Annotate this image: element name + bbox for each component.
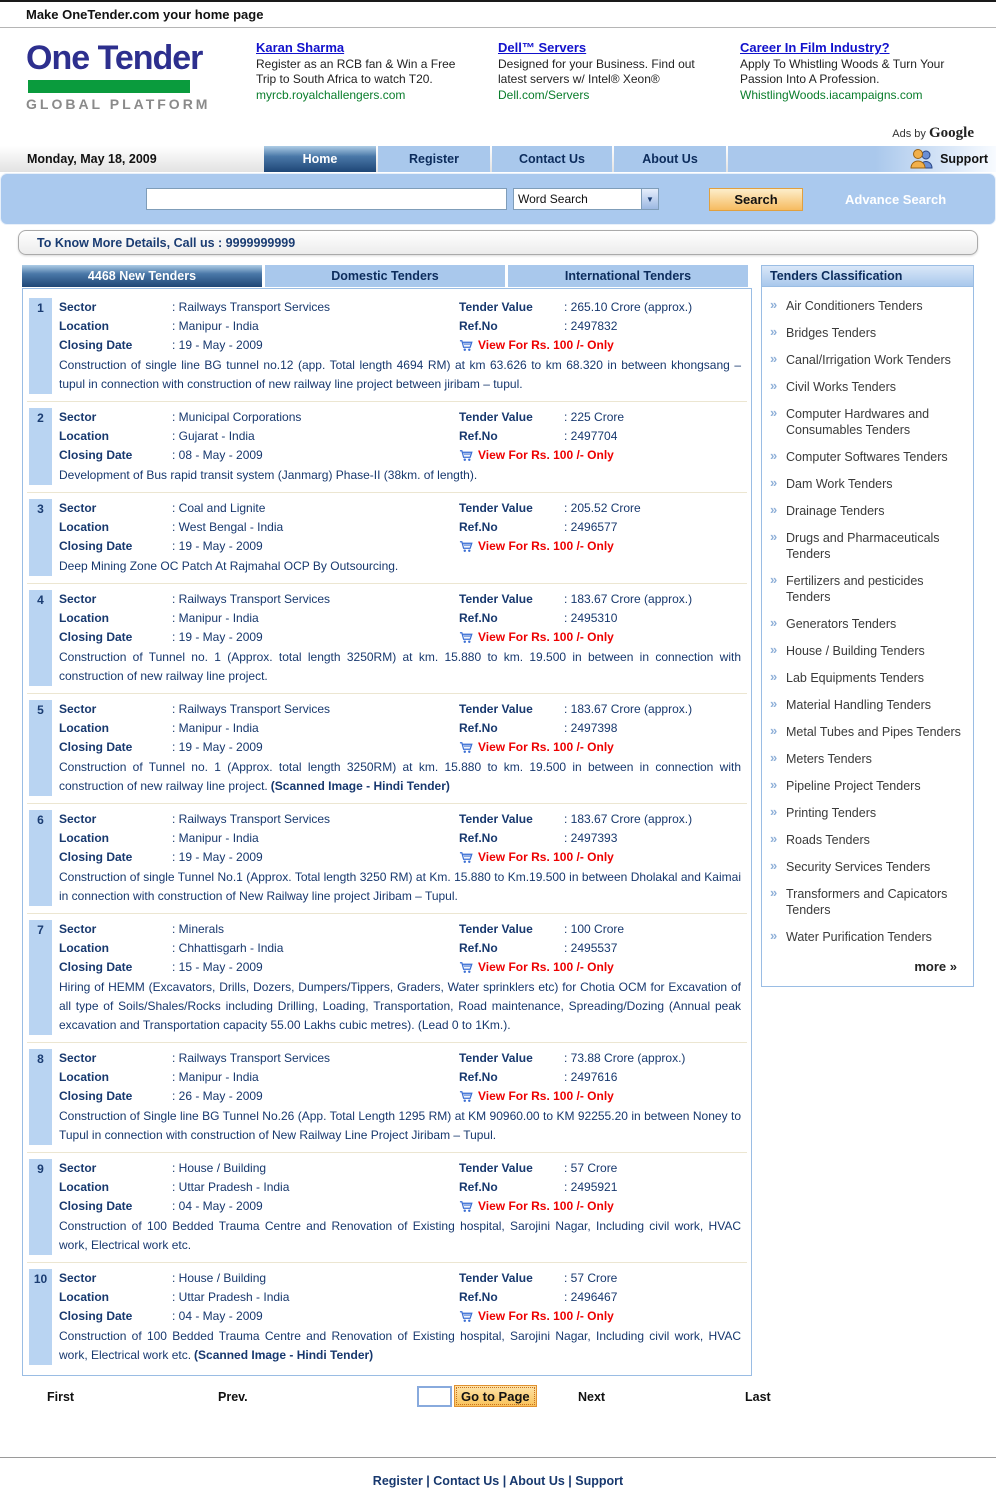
tender-number: 9	[29, 1159, 52, 1255]
goto-page-button[interactable]: Go to Page	[454, 1385, 537, 1407]
cart-icon[interactable]	[459, 961, 473, 974]
ref-no-label: Ref.No	[459, 1180, 498, 1194]
double-chevron-icon: »	[770, 297, 778, 312]
view-for-rs100-link[interactable]: View For Rs. 100 /- Only	[478, 539, 614, 553]
footer-register-link[interactable]: Register |	[373, 1474, 433, 1488]
tender-description: Construction of Single line BG Tunnel No.26 (App. Total Length 1295 RM) at KM 90960.00 to KM 92255.20 in between Noney to Tupul in connection with construction of New Railway Line Project Jiribam – Tupul.	[59, 1109, 741, 1142]
ref-no-value: : 2495310	[564, 609, 741, 628]
logo-green-bar	[28, 80, 190, 93]
location-value: : Uttar Pradesh - India	[172, 1178, 459, 1197]
ref-no-label: Ref.No	[459, 611, 498, 625]
sector-value: : Railways Transport Services	[172, 298, 459, 317]
sidebar-category-link[interactable]	[768, 611, 967, 638]
pagination-first-link[interactable]: First	[47, 1390, 75, 1404]
tender-value: : 57 Crore	[564, 1269, 741, 1288]
cart-icon[interactable]	[459, 1310, 473, 1323]
tab-international-tenders[interactable]: International Tenders	[508, 265, 748, 287]
tender-value-label: Tender Value	[459, 922, 533, 936]
closing-date-label: Closing Date	[59, 740, 133, 754]
sidebar-category-label: Security Services Tenders	[786, 860, 931, 874]
sidebar-category-link[interactable]	[768, 293, 967, 320]
footer-support-link[interactable]: Support	[575, 1474, 624, 1488]
support-people-icon	[909, 148, 935, 170]
ref-no-value: : 2496467	[564, 1288, 741, 1307]
sidebar-category-link[interactable]	[768, 471, 967, 498]
nav-tab-contact-us[interactable]: Contact Us	[492, 146, 612, 172]
ad-title-link[interactable]: Career In Film Industry?	[740, 40, 890, 55]
closing-date-label: Closing Date	[59, 1089, 133, 1103]
view-for-rs100-link[interactable]: View For Rs. 100 /- Only	[478, 960, 614, 974]
content-area	[0, 255, 996, 1412]
advance-search-link[interactable]: Advance Search	[845, 191, 947, 207]
pagination-prev-link[interactable]: Prev.	[218, 1390, 248, 1404]
support-link[interactable]: Support	[940, 152, 988, 166]
double-chevron-icon: »	[770, 615, 778, 630]
sidebar-category-link[interactable]	[768, 827, 967, 854]
sidebar-category-label: Civil Works Tenders	[786, 380, 896, 394]
sector-value: : House / Building	[172, 1159, 459, 1178]
double-chevron-icon: »	[770, 642, 778, 657]
view-for-rs100-link[interactable]: View For Rs. 100 /- Only	[478, 338, 614, 352]
ref-no-label: Ref.No	[459, 319, 498, 333]
cart-icon[interactable]	[459, 631, 473, 644]
closing-date-label: Closing Date	[59, 539, 133, 553]
tender-description: Construction of 100 Bedded Trauma Centre and Renovation of Existing hospital, Sarojini Nagar, Including civil work, HVAC work, Electrical work etc. (Scanned Image - Hindi Tender)	[59, 1329, 741, 1362]
view-for-rs100-link[interactable]: View For Rs. 100 /- Only	[478, 1309, 614, 1323]
closing-date-label: Closing Date	[59, 1199, 133, 1213]
closing-date-value: : 19 - May - 2009	[172, 336, 459, 355]
tender-description: Construction of Tunnel no. 1 (Approx. total length 3250RM) at km. 15.880 to km. 19.500 in between in connection with construction of new railway line project. (Scanned Image - Hindi Tender)	[59, 760, 741, 793]
sidebar-category-label: Metal Tubes and Pipes Tenders	[786, 725, 961, 739]
cart-icon[interactable]	[459, 1200, 473, 1213]
tender-row	[27, 292, 747, 402]
sidebar-category-link[interactable]	[768, 773, 967, 800]
sidebar-category-link[interactable]	[768, 924, 967, 951]
nav-tab-home[interactable]: Home	[264, 146, 376, 172]
sector-value: : Minerals	[172, 920, 459, 939]
double-chevron-icon: »	[770, 405, 778, 420]
ad-url-link[interactable]: Dell.com/Servers	[498, 88, 590, 102]
sector-label: Sector	[59, 812, 97, 826]
tender-description: Construction of single line BG tunnel no.12 (app. Total length 4694 RM) at km 63.626 to km 68.320 in between khongsang – tupul in connection with construction of new railway line project between jiribam – tupul.	[59, 358, 741, 391]
tender-description: Deep Mining Zone OC Patch At Rajmahal OCP By Outsourcing.	[59, 559, 399, 573]
tender-value: : 205.52 Crore	[564, 499, 741, 518]
view-for-rs100-link[interactable]: View For Rs. 100 /- Only	[478, 1089, 614, 1103]
sector-value: : Railways Transport Services	[172, 810, 459, 829]
tender-value-label: Tender Value	[459, 1271, 533, 1285]
sidebar-category-label: Meters Tenders	[786, 752, 872, 766]
view-for-rs100-link[interactable]: View For Rs. 100 /- Only	[478, 850, 614, 864]
double-chevron-icon: »	[770, 696, 778, 711]
tender-value-label: Tender Value	[459, 1051, 533, 1065]
double-chevron-icon: »	[770, 669, 778, 684]
make-home-page-link[interactable]: Make OneTender.com your home page	[0, 0, 996, 28]
current-date: Monday, May 18, 2009	[27, 152, 157, 166]
closing-date-value: : 19 - May - 2009	[172, 628, 459, 647]
tender-description: Construction of single Tunnel No.1 (Approx. Total length 3250 RM) at Km. 15.880 to Km.19.500 in between Dholakal and Kaimai in connection with construction of New Railway line project Jiribam – Tupul.	[59, 870, 741, 903]
tender-row	[27, 402, 747, 493]
page-header	[0, 28, 996, 146]
tender-description: Construction of Tunnel no. 1 (Approx. total length 3250RM) at km. 15.880 to km. 19.500 in between in connection with construction of new railway line project.	[59, 650, 741, 683]
view-for-rs100-link[interactable]: View For Rs. 100 /- Only	[478, 740, 614, 754]
ad-block	[256, 40, 488, 142]
sidebar-category-label: Generators Tenders	[786, 617, 897, 631]
double-chevron-icon: »	[770, 572, 778, 587]
sidebar-category-label: Material Handling Tenders	[786, 698, 931, 712]
main-navigation	[0, 146, 996, 172]
sidebar-category-link[interactable]	[768, 800, 967, 827]
location-value: : Manipur - India	[172, 1068, 459, 1087]
tender-number: 10	[29, 1269, 52, 1365]
sidebar-category-link[interactable]	[768, 525, 967, 568]
closing-date-value: : 04 - May - 2009	[172, 1197, 459, 1216]
sector-value: : Railways Transport Services	[172, 590, 459, 609]
location-value: : West Bengal - India	[172, 518, 459, 537]
sector-label: Sector	[59, 1161, 97, 1175]
sidebar-category-list	[768, 293, 967, 951]
cart-icon[interactable]	[459, 339, 473, 352]
location-value: : Gujarat - India	[172, 427, 459, 446]
double-chevron-icon: »	[770, 448, 778, 463]
sector-label: Sector	[59, 501, 97, 515]
ref-no-value: : 2497616	[564, 1068, 741, 1087]
ref-no-value: : 2496577	[564, 518, 741, 537]
closing-date-value: : 19 - May - 2009	[172, 848, 459, 867]
sidebar-category-link[interactable]	[768, 638, 967, 665]
sidebar-category-label: Computer Hardwares and Consumables Tenders	[786, 407, 930, 437]
sidebar-more-link[interactable]: more »	[914, 959, 957, 974]
tender-row	[27, 1263, 747, 1372]
sidebar-category-label: Drugs and Pharmaceuticals Tenders	[786, 531, 940, 561]
location-value: : Manipur - India	[172, 829, 459, 848]
sidebar-category-link[interactable]	[768, 498, 967, 525]
ref-no-label: Ref.No	[459, 1290, 498, 1304]
view-for-rs100-link[interactable]: View For Rs. 100 /- Only	[478, 1199, 614, 1213]
sidebar-category-label: Drainage Tenders	[786, 504, 885, 518]
double-chevron-icon: »	[770, 858, 778, 873]
pagination-next-link[interactable]: Next	[578, 1390, 606, 1404]
sidebar-category-link[interactable]	[768, 854, 967, 881]
footer-about-link[interactable]: About Us |	[509, 1474, 575, 1488]
pagination-bar	[22, 1384, 771, 1412]
ad-url-link[interactable]: myrcb.royalchallengers.com	[256, 88, 406, 102]
sidebar-category-link[interactable]	[768, 444, 967, 471]
ad-title-link[interactable]: Dell™ Servers	[498, 40, 587, 55]
tender-value-label: Tender Value	[459, 592, 533, 606]
sidebar-category-link[interactable]	[768, 568, 967, 611]
tender-value: : 225 Crore	[564, 408, 741, 427]
tender-value: : 265.10 Crore (approx.)	[564, 298, 741, 317]
sidebar-category-label: Dam Work Tenders	[786, 477, 893, 491]
location-label: Location	[59, 1290, 109, 1304]
sidebar-category-label: Bridges Tenders	[786, 326, 877, 340]
sector-label: Sector	[59, 1271, 97, 1285]
location-label: Location	[59, 1070, 109, 1084]
location-label: Location	[59, 1180, 109, 1194]
ad-title-link[interactable]: Karan Sharma	[256, 40, 345, 55]
closing-date-value: : 19 - May - 2009	[172, 537, 459, 556]
sidebar-category-link[interactable]	[768, 374, 967, 401]
logo-subtitle: GLOBAL PLATFORM	[26, 96, 211, 112]
tender-description: Hiring of HEMM (Excavators, Drills, Dozers, Dumpers/Tippers, Graders, Water sprinklers etc) for Chotia OCM for Excavation of all type of Soils/Shales/Rocks including Drilling, Loading, Transportation, Road maintenance, Spreading/Dozing (Annual peak excavation and Transportation capacity 55.00 Lakhs cubic metres). (Lead 0 to 1Km.).	[59, 980, 741, 1032]
double-chevron-icon: »	[770, 475, 778, 490]
ad-text-line2: latest servers w/ Intel® Xeon®	[498, 72, 660, 86]
ref-no-label: Ref.No	[459, 941, 498, 955]
tender-row	[27, 1153, 747, 1263]
tender-value: : 73.88 Crore (approx.)	[564, 1049, 741, 1068]
search-type-value: Word Search	[518, 192, 588, 206]
ads-by-text: Ads by	[892, 128, 926, 140]
tender-row	[27, 804, 747, 914]
location-value: : Uttar Pradesh - India	[172, 1288, 459, 1307]
tender-value-label: Tender Value	[459, 812, 533, 826]
tender-value-label: Tender Value	[459, 410, 533, 424]
tender-row	[27, 914, 747, 1043]
search-input[interactable]	[146, 188, 507, 210]
chevron-down-icon: ▼	[641, 189, 658, 209]
tender-row	[27, 1043, 747, 1153]
tender-value-label: Tender Value	[459, 300, 533, 314]
closing-date-value: : 08 - May - 2009	[172, 446, 459, 465]
closing-date-value: : 26 - May - 2009	[172, 1087, 459, 1106]
double-chevron-icon: »	[770, 351, 778, 366]
closing-date-label: Closing Date	[59, 338, 133, 352]
ref-no-value: : 2495921	[564, 1178, 741, 1197]
sector-label: Sector	[59, 592, 97, 606]
sector-label: Sector	[59, 702, 97, 716]
sector-value: : Railways Transport Services	[172, 700, 459, 719]
ad-url-link[interactable]: WhistlingWoods.iacampaigns.com	[740, 88, 923, 102]
location-label: Location	[59, 520, 109, 534]
sector-value: : House / Building	[172, 1269, 459, 1288]
location-label: Location	[59, 429, 109, 443]
search-type-dropdown[interactable]	[513, 188, 659, 210]
sidebar-category-label: Lab Equipments Tenders	[786, 671, 925, 685]
tender-value: : 183.67 Crore (approx.)	[564, 590, 741, 609]
sector-label: Sector	[59, 300, 97, 314]
footer-contact-link[interactable]: Contact Us |	[433, 1474, 509, 1488]
sidebar-category-label: Pipeline Project Tenders	[786, 779, 921, 793]
ref-no-value: : 2497398	[564, 719, 741, 738]
ref-no-value: : 2497393	[564, 829, 741, 848]
double-chevron-icon: »	[770, 928, 778, 943]
cart-icon[interactable]	[459, 449, 473, 462]
sidebar-title: Tenders Classification	[761, 265, 974, 286]
double-chevron-icon: »	[770, 324, 778, 339]
location-label: Location	[59, 941, 109, 955]
ads-by-google[interactable]	[892, 125, 974, 142]
tender-value-label: Tender Value	[459, 702, 533, 716]
sidebar	[761, 265, 974, 987]
tender-number: 2	[29, 408, 52, 485]
location-label: Location	[59, 831, 109, 845]
tender-value-label: Tender Value	[459, 501, 533, 515]
sector-value: : Municipal Corporations	[172, 408, 459, 427]
location-value: : Manipur - India	[172, 609, 459, 628]
view-for-rs100-link[interactable]: View For Rs. 100 /- Only	[478, 630, 614, 644]
sidebar-category-link[interactable]	[768, 692, 967, 719]
double-chevron-icon: »	[770, 777, 778, 792]
sidebar-category-label: Water Purification Tenders	[786, 930, 932, 944]
ad-block	[498, 40, 730, 142]
closing-date-value: : 19 - May - 2009	[172, 738, 459, 757]
sidebar-category-label: Roads Tenders	[786, 833, 870, 847]
sidebar-category-link[interactable]	[768, 401, 967, 444]
sidebar-category-label: Computer Softwares Tenders	[786, 450, 948, 464]
double-chevron-icon: »	[770, 804, 778, 819]
tender-number: 5	[29, 700, 52, 796]
double-chevron-icon: »	[770, 529, 778, 544]
sector-label: Sector	[59, 1051, 97, 1065]
double-chevron-icon: »	[770, 750, 778, 765]
tender-number: 8	[29, 1049, 52, 1145]
tender-description: Development of Bus rapid transit system (Janmarg) Phase-II (38km. of length).	[59, 468, 478, 482]
google-logo: Google	[929, 125, 974, 141]
tender-value: : 100 Crore	[564, 920, 741, 939]
tender-number: 4	[29, 590, 52, 686]
ref-no-label: Ref.No	[459, 520, 498, 534]
footer-links	[0, 1458, 996, 1508]
tender-number: 1	[29, 298, 52, 394]
tender-tabs	[22, 265, 752, 287]
ad-text-line1: Apply To Whistling Woods & Turn Your	[740, 57, 945, 71]
ref-no-label: Ref.No	[459, 721, 498, 735]
pagination-last-link[interactable]: Last	[745, 1390, 771, 1404]
tender-description: Construction of 100 Bedded Trauma Centre and Renovation of Existing hospital, Sarojini Nagar, Including civil work, HVAC work, Electrical work etc.	[59, 1219, 741, 1252]
closing-date-label: Closing Date	[59, 960, 133, 974]
ad-text-line2: Trip to South Africa to watch T20.	[256, 72, 433, 86]
google-ads-strip	[224, 40, 972, 142]
sector-value: : Coal and Lignite	[172, 499, 459, 518]
sidebar-category-link[interactable]	[768, 347, 967, 374]
double-chevron-icon: »	[770, 885, 778, 900]
double-chevron-icon: »	[770, 723, 778, 738]
ad-text-line1: Designed for your Business. Find out	[498, 57, 695, 71]
sidebar-category-label: Canal/Irrigation Work Tenders	[786, 353, 951, 367]
cart-icon[interactable]	[459, 741, 473, 754]
tender-number: 6	[29, 810, 52, 906]
nav-tab-about-us[interactable]: About Us	[614, 146, 726, 172]
nav-tab-register[interactable]: Register	[378, 146, 490, 172]
goto-page-input[interactable]	[417, 1386, 452, 1407]
ref-no-value: : 2497832	[564, 317, 741, 336]
sidebar-category-label: Printing Tenders	[786, 806, 877, 820]
location-value: : Chhattisgarh - India	[172, 939, 459, 958]
location-value: : Manipur - India	[172, 719, 459, 738]
closing-date-value: : 15 - May - 2009	[172, 958, 459, 977]
double-chevron-icon: »	[770, 831, 778, 846]
view-for-rs100-link[interactable]: View For Rs. 100 /- Only	[478, 448, 614, 462]
closing-date-label: Closing Date	[59, 448, 133, 462]
ad-text-line2: Passion Into A Profession.	[740, 72, 880, 86]
tenders-column	[22, 265, 771, 1412]
cart-icon[interactable]	[459, 540, 473, 553]
tender-row	[27, 694, 747, 804]
nav-right-area	[728, 146, 996, 172]
ref-no-value: : 2495537	[564, 939, 741, 958]
tender-number: 3	[29, 499, 52, 576]
tab-new-tenders[interactable]: 4468 New Tenders	[22, 265, 262, 287]
onetender-logo[interactable]	[26, 40, 224, 142]
sidebar-category-link[interactable]	[768, 665, 967, 692]
search-band	[0, 173, 996, 225]
tender-row	[27, 493, 747, 584]
tender-row	[27, 584, 747, 694]
tender-value: : 183.67 Crore (approx.)	[564, 700, 741, 719]
ref-no-label: Ref.No	[459, 1070, 498, 1084]
location-value: : Manipur - India	[172, 317, 459, 336]
sidebar-category-label: Air Conditioners Tenders	[786, 299, 923, 313]
double-chevron-icon: »	[770, 502, 778, 517]
sidebar-category-link[interactable]	[768, 320, 967, 347]
location-label: Location	[59, 611, 109, 625]
tender-list	[22, 288, 752, 1376]
tender-number: 7	[29, 920, 52, 1035]
ref-no-label: Ref.No	[459, 429, 498, 443]
sector-value: : Railways Transport Services	[172, 1049, 459, 1068]
tender-value: : 57 Crore	[564, 1159, 741, 1178]
ref-no-label: Ref.No	[459, 831, 498, 845]
cart-icon[interactable]	[459, 1090, 473, 1103]
location-label: Location	[59, 721, 109, 735]
tender-value: : 183.67 Crore (approx.)	[564, 810, 741, 829]
ref-no-value: : 2497704	[564, 427, 741, 446]
closing-date-label: Closing Date	[59, 630, 133, 644]
sector-label: Sector	[59, 922, 97, 936]
sidebar-category-label: Fertilizers and pesticides Tenders	[786, 574, 924, 604]
sidebar-category-label: Transformers and Capicators Tenders	[786, 887, 948, 917]
sidebar-category-link[interactable]	[768, 881, 967, 924]
closing-date-label: Closing Date	[59, 1309, 133, 1323]
location-label: Location	[59, 319, 109, 333]
tender-value-label: Tender Value	[459, 1161, 533, 1175]
logo-title: One Tender	[26, 39, 203, 77]
closing-date-label: Closing Date	[59, 850, 133, 864]
call-us-banner: To Know More Details, Call us : 9999999999	[18, 230, 978, 255]
closing-date-value: : 04 - May - 2009	[172, 1307, 459, 1326]
sidebar-category-link[interactable]	[768, 746, 967, 773]
sidebar-category-label: House / Building Tenders	[786, 644, 925, 658]
ad-text-line1: Register as an RCB fan & Win a Free	[256, 57, 456, 71]
sidebar-category-link[interactable]	[768, 719, 967, 746]
tab-domestic-tenders[interactable]: Domestic Tenders	[265, 265, 505, 287]
cart-icon[interactable]	[459, 851, 473, 864]
search-button[interactable]: Search	[709, 188, 803, 211]
double-chevron-icon: »	[770, 378, 778, 393]
sector-label: Sector	[59, 410, 97, 424]
